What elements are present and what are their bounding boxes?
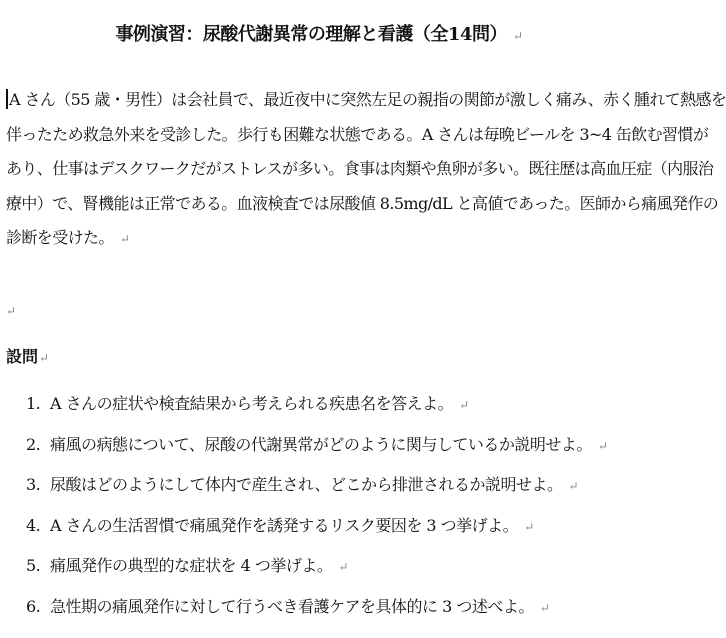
questions-heading	[6, 340, 49, 375]
question-text: 痛風の病態について、尿酸の代謝異常がどのように関与しているか説明せよ。	[50, 434, 592, 454]
question-text: 急性期の痛風発作に対して行うべき看護ケアを具体的に 3 つ述べよ。	[50, 596, 534, 616]
empty-paragraph	[6, 300, 16, 319]
case-line-text: 診断を受けた。	[6, 228, 114, 247]
question-text: A さんの生活習慣で痛風発作を誘発するリスク要因を 3 つ挙げよ。	[50, 515, 519, 535]
case-line	[6, 221, 630, 257]
case-line-text: あり、仕事はデスクワークだがストレスが多い。食事は肉類や魚卵が多い。既往歴は高血圧症（内服治	[6, 159, 714, 178]
paragraph-mark-icon: ↵	[119, 232, 130, 246]
paragraph-mark-icon: ↵	[524, 519, 534, 534]
question-number: 6.	[26, 596, 41, 616]
text-cursor-icon	[6, 89, 8, 109]
case-line-text: 療中）で、腎機能は正常である。血液検査では尿酸値 8.5mg/dL と高値であった。医師から痛風発作の	[6, 193, 719, 213]
question-number: 1.	[26, 394, 41, 413]
case-line	[6, 187, 719, 222]
document-title	[0, 22, 638, 49]
paragraph-mark-icon: ↵	[597, 438, 608, 453]
paragraph-mark-icon: ↵	[338, 560, 348, 574]
question-item	[26, 384, 626, 425]
question-text: A さんの症状や検査結果から考えられる疾患名を答えよ。	[50, 394, 454, 413]
case-line	[6, 83, 726, 118]
questions-heading-text: 設問	[6, 347, 39, 366]
question-item	[26, 546, 626, 587]
document-title-text: 事例演習：尿酸代謝異常の理解と看護（全14問）	[115, 24, 507, 45]
question-item	[26, 587, 626, 628]
case-line-text: 伴ったため救急外来を受診した。歩行も困難な状態である。A さんは毎晩ビールを 3~4 缶飲む習慣が	[6, 124, 709, 144]
case-line	[6, 118, 709, 153]
question-item	[26, 506, 626, 547]
paragraph-mark-icon: ↵	[568, 479, 579, 493]
question-number: 2.	[26, 434, 41, 454]
paragraph-mark-icon: ↵	[39, 351, 50, 365]
question-number: 3.	[26, 475, 41, 494]
question-text: 痛風発作の典型的な症状を 4 つ挙げよ。	[50, 556, 333, 575]
case-line	[6, 152, 714, 187]
questions-list	[26, 384, 626, 627]
question-item	[26, 465, 626, 506]
paragraph-mark-icon: ↵	[6, 304, 17, 318]
paragraph-mark-icon: ↵	[512, 29, 523, 43]
question-item	[26, 425, 626, 466]
paragraph-mark-icon: ↵	[539, 600, 550, 615]
paragraph-mark-icon: ↵	[459, 398, 469, 412]
question-text: 尿酸はどのようにして体内で産生され、どこから排泄されるか説明せよ。	[50, 475, 563, 494]
question-number: 5.	[26, 556, 41, 575]
case-line-text: A さん（55 歳・男性）は会社員で、最近夜中に突然左足の親指の関節が激しく痛み、赤く腫れて熱感を	[9, 90, 726, 109]
question-number: 4.	[26, 515, 41, 535]
case-description[interactable]	[6, 83, 726, 257]
